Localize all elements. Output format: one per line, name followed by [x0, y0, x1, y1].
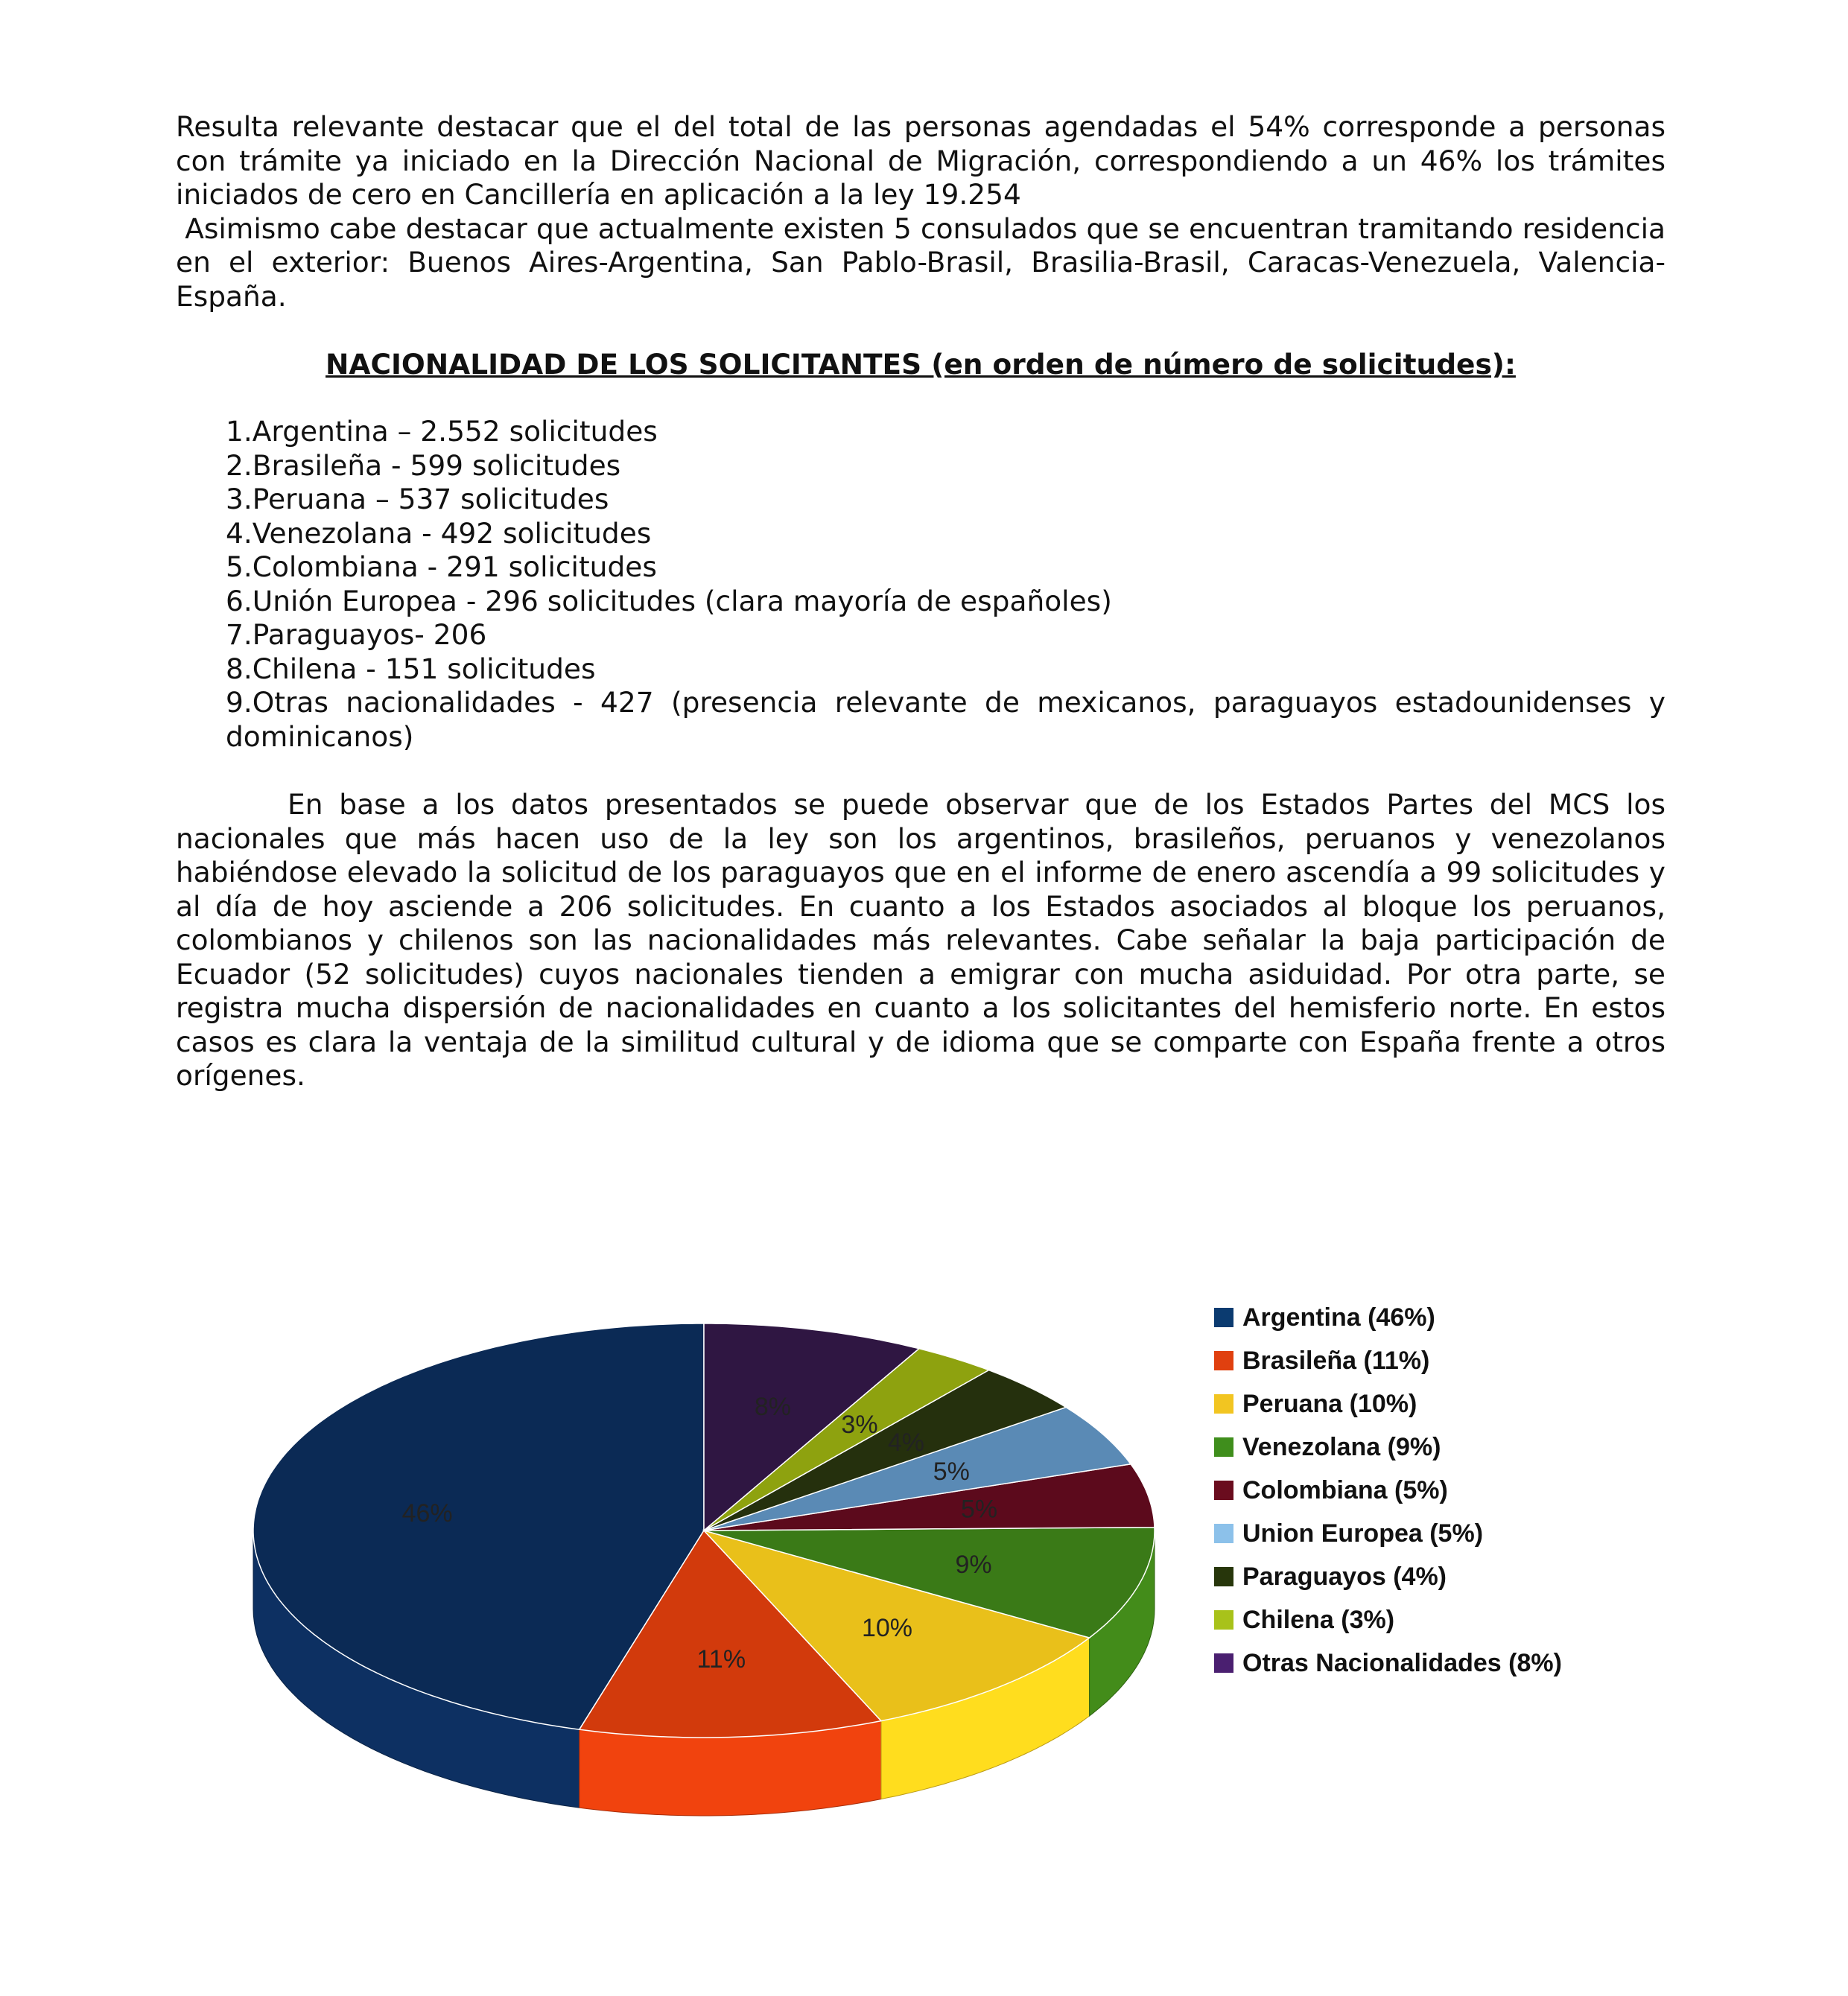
list-item: 6.Unión Europea - 296 solicitudes (clara mayoría de españoles) — [226, 584, 1112, 617]
pie-data-label: 5% — [933, 1458, 970, 1487]
legend-entry: Argentina (46%) — [1242, 1303, 1435, 1332]
legend-entry: Paraguayos (4%) — [1242, 1563, 1447, 1591]
nationality-list — [226, 415, 1666, 754]
pie-data-label: 3% — [841, 1410, 878, 1439]
legend-entry: Union Europea (5%) — [1242, 1519, 1484, 1548]
legend-swatch — [1214, 1437, 1233, 1457]
pie-data-label: 11% — [696, 1645, 746, 1674]
legend-swatch — [1214, 1653, 1233, 1673]
pie-top-group — [253, 1323, 1155, 1738]
section-heading: NACIONALIDAD DE LOS SOLICITANTES (en orden de número de solicitudes): — [326, 348, 1516, 381]
legend-swatch — [1214, 1481, 1233, 1500]
paragraph-consulados-text: Asimismo cabe destacar que actualmente existen 5 consulados que se encuentran tramitando residencia en el exterior: Buenos Aires-Argentina, San Pablo-Brasil, Brasilia-Brasil, Caracas-Venezuela, Valencia-España. — [176, 212, 1666, 313]
list-item: 3.Peruana – 537 solicitudes — [226, 483, 609, 515]
pie-data-label: 4% — [887, 1428, 924, 1457]
list-item: 9.Otras nacionalidades - 427 (presencia relevante de mexicanos, paraguayos estadounidenses y dominicanos) — [226, 686, 1666, 753]
pie-chart-svg — [0, 1281, 1848, 1877]
analysis-paragraph: En base a los datos presentados se puede observar que de los Estados Partes del MCS los nacionales que más hacen uso de la ley son los argentinos, brasileños, peruanos y venezolanos habiéndose elevado la solicitud de los paraguayos que en el informe de enero ascendía a 99 solicitudes y al día de hoy asciende a 206 solicitudes. En cuanto a los Estados asociados al bloque los peruanos, colombianos y chilenos son las nacionalidades más relevantes. Cabe señalar la baja participación de Ecuador (52 solicitudes) cuyos nacionales tienden a emigrar con mucha asiduidad. Por otra parte, se registra mucha dispersión de nacionalidades en cuanto a los solicitantes del hemisferio norte. En estos casos es clara la ventaja de la similitud cultural y de idioma que se comparte con España frente a otros orígenes. — [176, 788, 1666, 1092]
list-item: 1.Argentina – 2.552 solicitudes — [226, 415, 658, 448]
list-item: 8.Chilena - 151 solicitudes — [226, 652, 596, 685]
legend-swatch — [1214, 1610, 1233, 1630]
pie-data-label: 8% — [754, 1392, 791, 1421]
legend-swatch — [1214, 1351, 1233, 1370]
pie-data-label: 5% — [961, 1495, 998, 1524]
legend-entry: Colombiana (5%) — [1242, 1476, 1448, 1504]
legend-entry: Otras Nacionalidades (8%) — [1242, 1649, 1562, 1677]
legend-entry: Chilena (3%) — [1242, 1606, 1395, 1634]
legend-swatch — [1214, 1524, 1233, 1543]
pie-legend-group — [1214, 1303, 1562, 1677]
legend-swatch — [1214, 1394, 1233, 1414]
pie-data-label: 9% — [955, 1551, 992, 1579]
pie-data-label: 10% — [861, 1614, 913, 1643]
nationality-pie-chart — [0, 1281, 1848, 1877]
list-item: 7.Paraguayos- 206 — [226, 618, 487, 651]
legend-entry: Brasileña (11%) — [1242, 1347, 1430, 1375]
pie-data-label: 46% — [401, 1499, 453, 1528]
list-item: 4.Venezolana - 492 solicitudes — [226, 516, 652, 550]
list-item: 5.Colombiana - 291 solicitudes — [226, 550, 657, 583]
legend-entry: Venezolana (9%) — [1242, 1433, 1441, 1461]
paragraph-consulados — [176, 212, 1666, 314]
legend-entry: Peruana (10%) — [1242, 1390, 1417, 1418]
legend-swatch — [1214, 1567, 1233, 1586]
paragraph-agendadas: Resulta relevante destacar que el del total de las personas agendadas el 54% corresponde a personas con trámite ya iniciado en la Dirección Nacional de Migración, correspondiendo a un 46% los trámites iniciados de cero en Cancillería en aplicación a la ley 19.254 — [176, 110, 1666, 211]
intro-paragraphs — [176, 110, 1666, 314]
legend-swatch — [1214, 1308, 1233, 1327]
list-item: 2.Brasileña - 599 solicitudes — [226, 448, 621, 482]
